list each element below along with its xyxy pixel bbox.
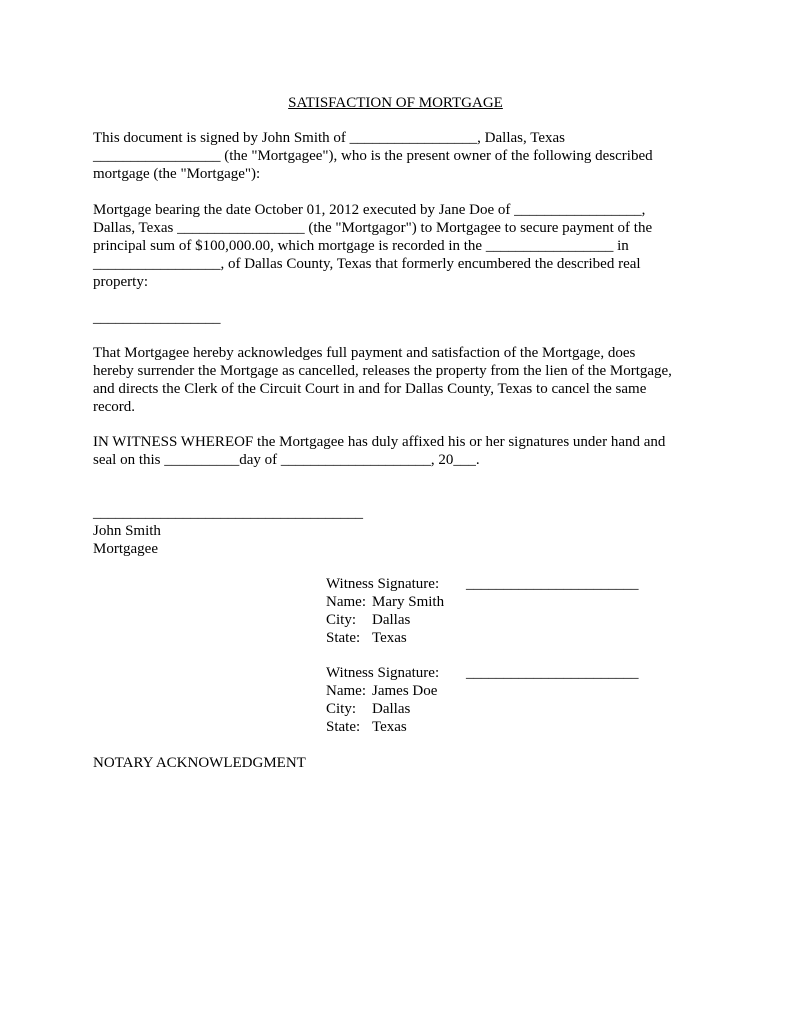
para2-line-3: principal sum of $100,000.00, which mortgage is recorded in the _________________ in — [93, 238, 629, 254]
para1-line-1: This document is signed by John Smith of _________________, Dallas, Texas — [93, 130, 565, 146]
para4-line-2: seal on this __________day of ____________________, 20___. — [93, 452, 480, 468]
witness-1-signature-line: _______________________ — [466, 576, 639, 592]
witness-2-state: Texas — [372, 719, 407, 735]
witness-2-name-label: Name: — [326, 683, 366, 699]
witness-2-name: James Doe — [372, 683, 438, 699]
para3-line-2: hereby surrender the Mortgage as cancelled, releases the property from the lien of the Mortgage, — [93, 363, 672, 379]
mortgagee-name: John Smith — [93, 523, 161, 539]
witness-1-state: Texas — [372, 630, 407, 646]
witness-1-name: Mary Smith — [372, 594, 445, 610]
mortgagee-signature-line: ____________________________________ — [93, 505, 363, 521]
document-title: SATISFACTION OF MORTGAGE — [288, 95, 503, 111]
witness-1-state-label: State: — [326, 630, 361, 646]
para4-line-1: IN WITNESS WHEREOF the Mortgagee has duly affixed his or her signatures under hand and — [93, 434, 666, 450]
para3-line-3: and directs the Clerk of the Circuit Court in and for Dallas County, Texas to cancel the same — [93, 381, 647, 397]
witness-1-city-label: City: — [326, 612, 357, 628]
para3-line-1: That Mortgagee hereby acknowledges full payment and satisfaction of the Mortgage, does — [93, 345, 636, 361]
para1-line-2: _________________ (the "Mortgagee"), who is the present owner of the following described — [93, 148, 653, 164]
witness-2-city: Dallas — [372, 701, 411, 717]
witness-1-city: Dallas — [372, 612, 411, 628]
witness-2-state-label: State: — [326, 719, 361, 735]
para2-line-4: _________________, of Dallas County, Texas that formerly encumbered the described real — [93, 256, 641, 272]
witness-2-city-label: City: — [326, 701, 357, 717]
mortgagee-role: Mortgagee — [93, 541, 158, 557]
notary-acknowledgment-heading: NOTARY ACKNOWLEDGMENT — [93, 755, 306, 771]
witness-1-name-label: Name: — [326, 594, 366, 610]
para1-line-3: mortgage (the "Mortgage"): — [93, 166, 261, 182]
para2-line-2: Dallas, Texas _________________ (the "Mortgagor") to Mortgagee to secure payment of the — [93, 220, 653, 236]
property-description-blank: _________________ — [93, 310, 221, 326]
witness-2-signature-label: Witness Signature: — [326, 665, 440, 681]
witness-1-signature-label: Witness Signature: — [326, 576, 440, 592]
para2-line-5: property: — [93, 274, 148, 290]
para3-line-4: record. — [93, 399, 136, 415]
para2-line-1: Mortgage bearing the date October 01, 2012 executed by Jane Doe of _________________, — [93, 202, 646, 218]
witness-2-signature-line: _______________________ — [466, 665, 639, 681]
